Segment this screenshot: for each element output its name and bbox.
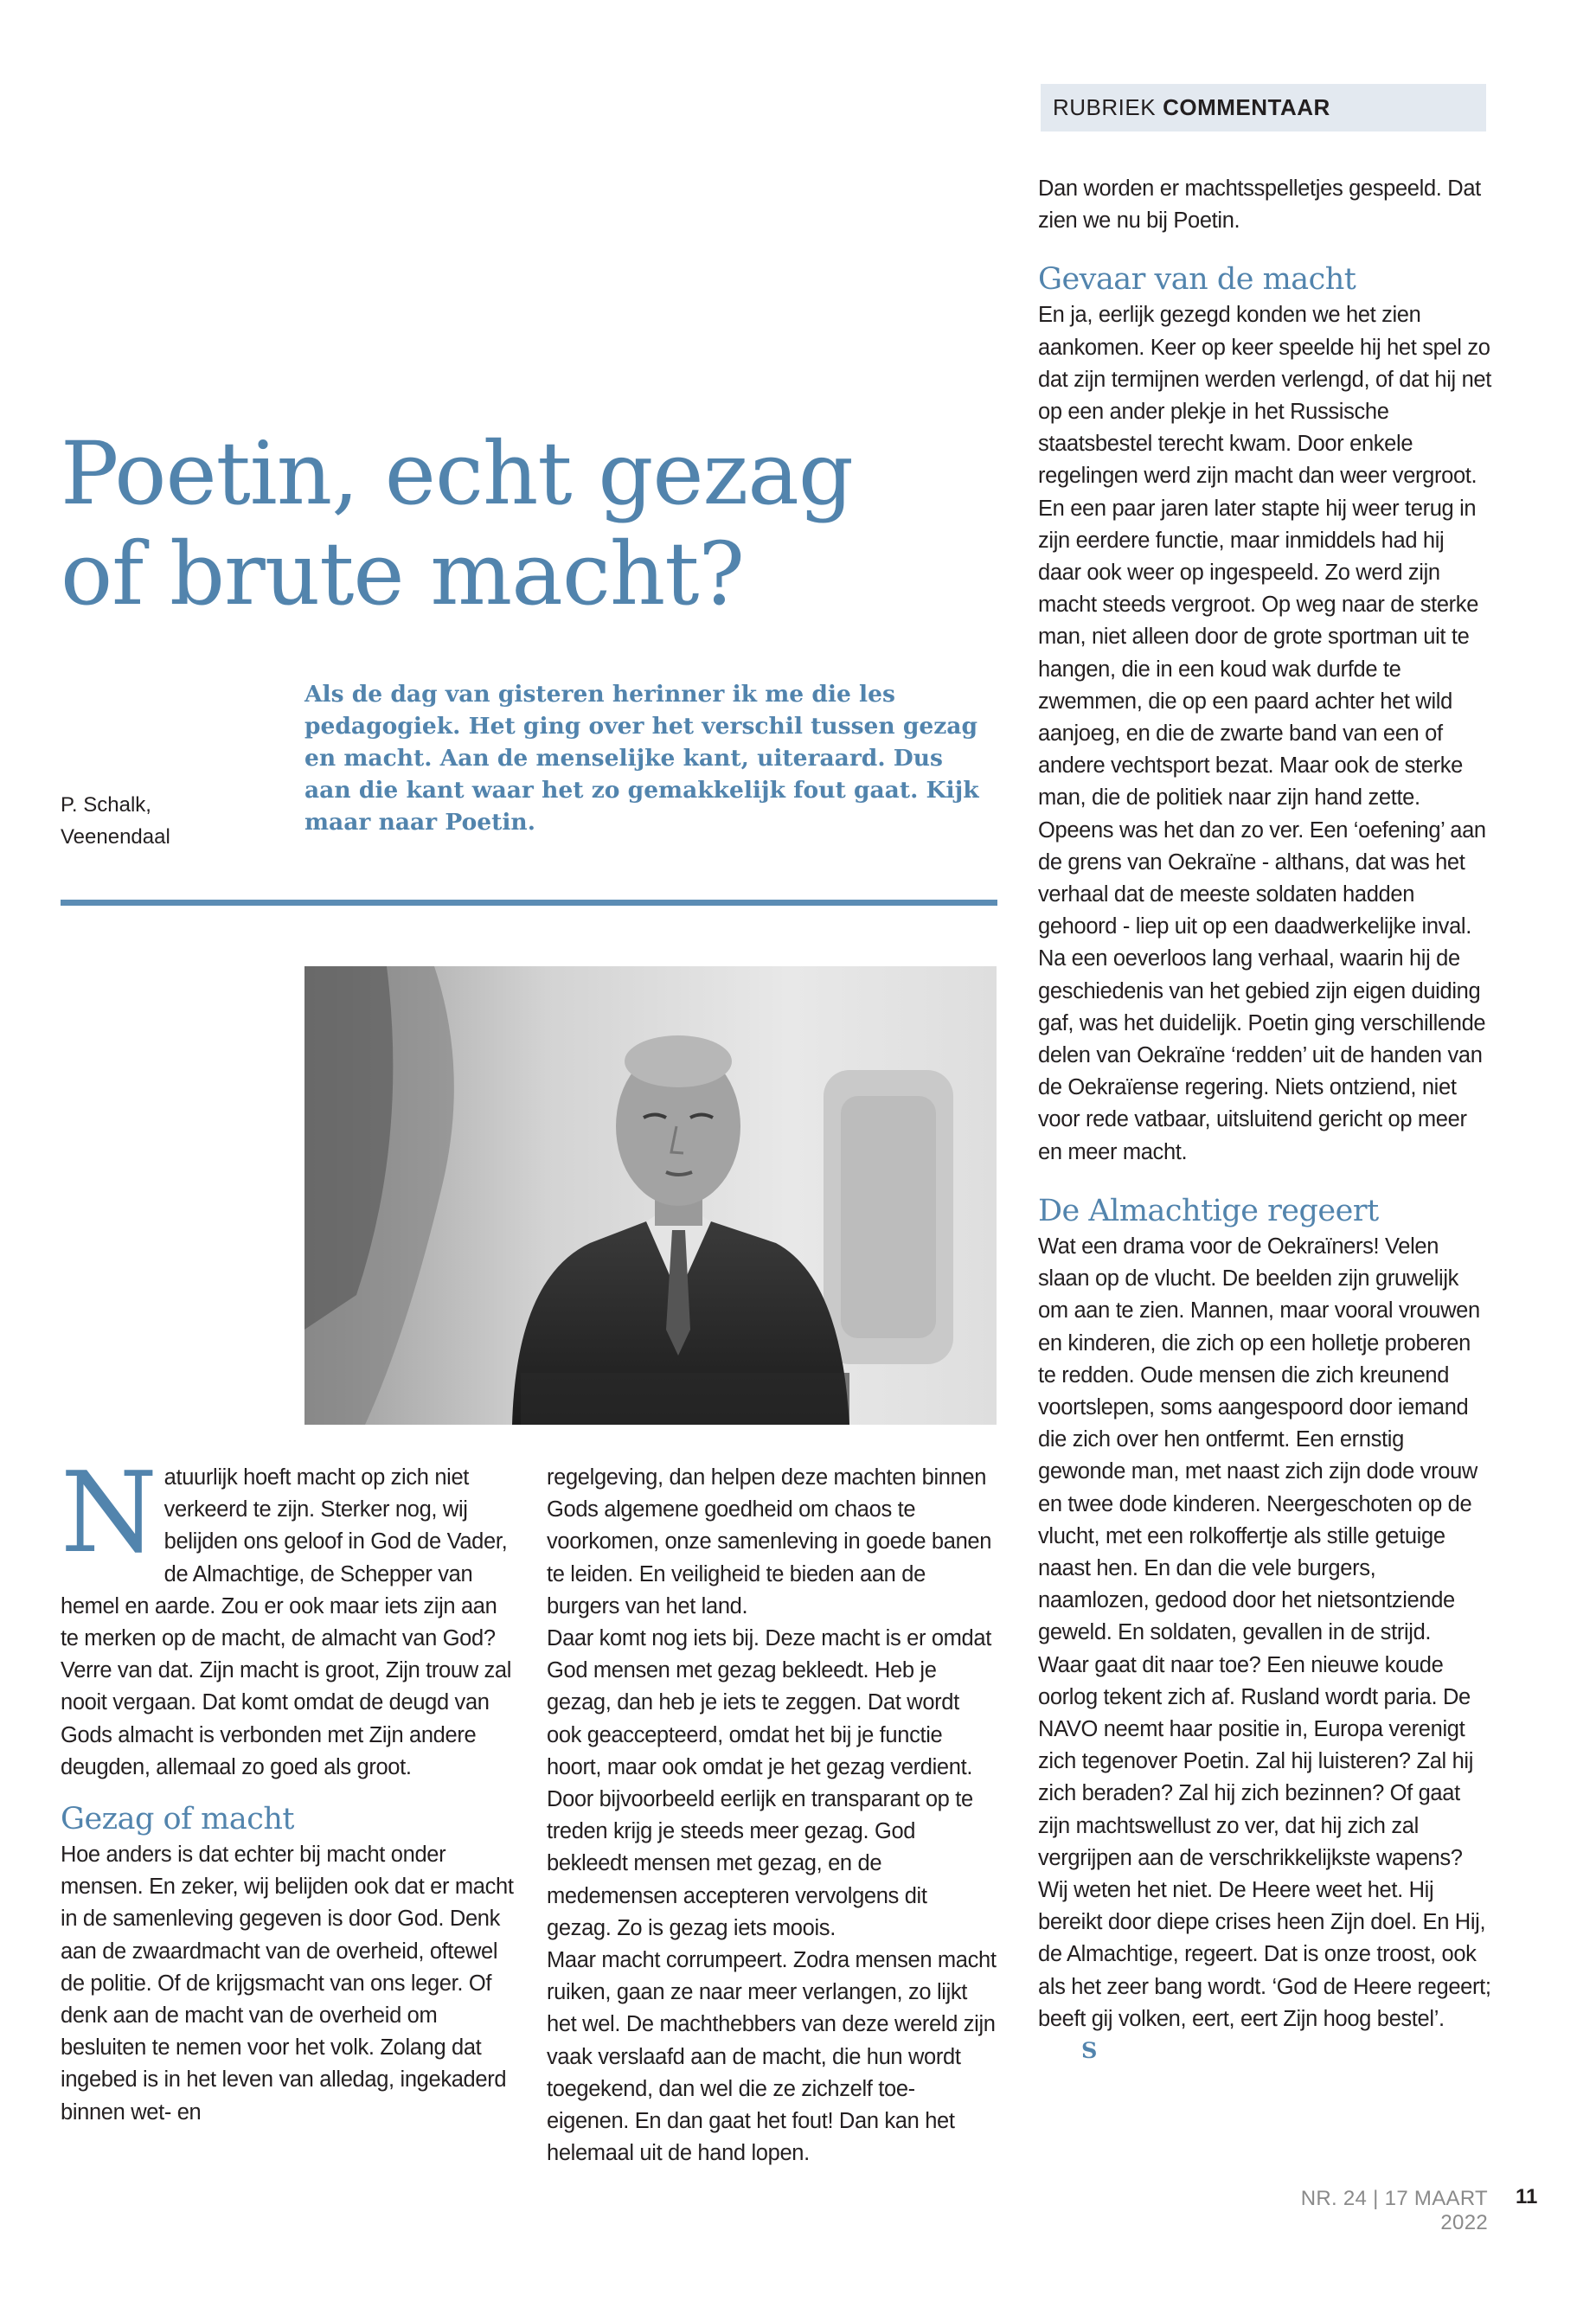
page-number: 11 xyxy=(1516,2185,1538,2208)
title-line-2: of brute macht? xyxy=(61,523,745,625)
article-photo xyxy=(304,966,997,1425)
section-label-name: COMMENTAAR xyxy=(1163,94,1330,120)
byline xyxy=(61,789,225,853)
column-1 xyxy=(61,1449,519,2129)
paragraph: Waar gaat dit naar toe? Een nieuwe koude oorlog tekent zich af. Rusland wordt paria. De NAVO neemt haar positie in, Europa verenigt zich tegenover Poetin. Zal hij luisteren? Zal hij zich beraden? Zal hij zich bezinnen? Of gaat zijn machtswellust zo ver, dat hij zich zal vergrijpen aan de verschrikkelijkste wapens? xyxy=(1038,1652,1474,1870)
intro-text: Als de dag van gisteren herinner ik me die les pedagogiek. Het ging over het verschil tussen gezag en macht. Aan de menselijke kant, uiteraard. Dus aan die kant waar het zo gemakkelijk fout gaat. Kijk maar naar Poetin. xyxy=(304,681,979,836)
paragraph: Maar macht corrumpeert. Zodra mensen macht ruiken, gaan ze naar meer verlangen, zo lijkt het wel. De machthebbers van deze wereld zijn vaak verslaafd aan de macht, die hun wordt toegekend, dan wel die ze zichzelf toe-eigenen. En dan gaat het fout! Dan kan het helemaal uit de hand lopen. xyxy=(547,1948,997,2166)
paragraph: Dan worden er machtsspelletjes gespeeld. Dat zien we nu bij Poetin. xyxy=(1038,176,1481,234)
paragraph-text: atuurlijk hoeft macht op zich niet verkeerd te zijn. Sterker nog, wij belijden ons geloof in God de Vader, de Almachtige, de Schepper van hemel en aarde. Zou er ook maar iets zijn aan te merken op de macht, de almacht van God? Verre van dat. Zijn macht is groot, Zijn trouw zal nooit vergaan. Dat komt omdat de deugd van Gods almacht is verbonden met Zijn andere deugden, allemaal zo goed als groot. xyxy=(61,1465,512,1779)
title-line-1: Poetin, echt gezag xyxy=(61,423,853,524)
paragraph: regelgeving, dan helpen deze machten binnen Gods algemene goedheid om chaos te voorkomen, onze samenleving in goede banen te leiden. En veiligheid te bieden aan de burgers van het land. xyxy=(547,1465,992,1618)
end-mark-icon: S xyxy=(1081,2037,1098,2064)
issue-info: NR. 24 | 17 MAART 2022 xyxy=(1300,2187,1488,2234)
paragraph: Opeens was het dan zo ver. Een ‘oefening’ aan de grens van Oekraïne - althans, dat was het verhaal dat de meeste soldaten hadden gehoord - liep uit op een daadwerkelijke inval. Na een oeverloos lang verhaal, waarin hij de geschiedenis van het gebied zijn eigen duiding gaf, was het duidelijk. Poetin ging verschillende delen van Oekraïne ‘redden’ uit de handen van de Oekraïense regering. Niets ontziend, niet voor rede vatbaar, uitsluitend gericht op meer en meer macht. xyxy=(1038,817,1486,1164)
article-title xyxy=(61,424,969,625)
paragraph: Hoe anders is dat echter bij macht onder mensen. En zeker, wij belijden ook dat er macht in de samenleving gegeven is door God. Denk aan de zwaardmacht van de overheid, oftewel de politie. Of de krijgsmacht van ons leger. Of denk aan de macht van de overheid om besluiten te nemen voor het volk. Zolang dat ingebed is in het leven van alledag, ingekaderd binnen wet- en xyxy=(61,1843,514,2125)
author-place: Veenendaal xyxy=(61,825,170,849)
subheading-gevaar-van-de-macht: Gevaar van de macht xyxy=(1038,262,1356,298)
section-label xyxy=(1041,84,1486,131)
paragraph-text: Wij weten het niet. De Heere weet het. Hij bereikt door diepe crises heen Zijn doel. En Hij, de Almachtige, regeert. Dat is onze troost, ook als het zeer bang wordt. ‘God de Heere regeert; beeft gij volken, eert, eert Zijn hoog bestel’. xyxy=(1038,1877,1491,2031)
drop-cap: N xyxy=(61,1449,157,1578)
column-3 xyxy=(1038,173,1492,2067)
column-2 xyxy=(547,1462,997,2170)
title-divider xyxy=(61,900,997,906)
subheading-de-almachtige-regeert: De Almachtige regeert xyxy=(1038,1193,1379,1228)
paragraph: En ja, eerlijk gezegd konden we het zien aankomen. Keer op keer speelde hij het spel zo dat zijn termijnen werden verlengd, of dat hij net op een ander plekje in het Russische staatsbestel terecht kwam. Door enkele regelingen werd zijn macht dan weer vergroot. En een paar jaren later stapte hij weer terug in zijn eerdere functie, maar inmiddels had hij daar ook weer op ingespeeld. Zo werd zijn macht steeds vergroot. Op weg naar de sterke man, niet alleen door de grote sportman uit te hangen, die in een koud wak durfde te zwemmen, die op een paard achter het wild aanjoeg, en die de zwarte band van een of andere vechtsport bezat. Maar ook de sterke man, die de politiek naar zijn hand zette. xyxy=(1038,303,1491,811)
paragraph xyxy=(61,1449,519,1784)
author-name: P. Schalk, xyxy=(61,793,151,817)
paragraph: Wat een drama voor de Oekraïners! Velen slaan op de vlucht. De beelden zijn gruwelijk om aan te zien. Mannen, maar vooral vrouwen en kinderen, die zich op een holletje proberen te redden. Oude mensen die zich kreunend voortslepen, soms aangespoord door iemand die zich over hen ontfermt. Een ernstig gewonde man, met naast zich zijn dode vrouw en twee dode kinderen. Neergeschoten op de vlucht, met een rolkoffertje als stille getuige naast hen. En dan die vele burgers, naamlozen, gedood door het nietsontziende geweld. En soldaten, gevallen in de strijd. xyxy=(1038,1234,1480,1645)
paragraph xyxy=(1038,1875,1492,2067)
paragraph: Daar komt nog iets bij. Deze macht is er omdat God mensen met gezag bekleedt. Heb je gezag, dan heb je iets te zeggen. Dat wordt ook geaccepteerd, omdat het bij je functie hoort, maar ook omdat je het gezag verdient. Door bijvoorbeeld eerlijk en transparant op te treden krijg je steeds meer gezag. God bekleedt mensen met gezag, en de medemensen accepteren vervolgens dit gezag. Zo is gezag iets moois. xyxy=(547,1626,991,1940)
section-label-prefix: RUBRIEK xyxy=(1053,94,1157,120)
subheading-gezag-of-macht: Gezag of macht xyxy=(61,1802,294,1837)
